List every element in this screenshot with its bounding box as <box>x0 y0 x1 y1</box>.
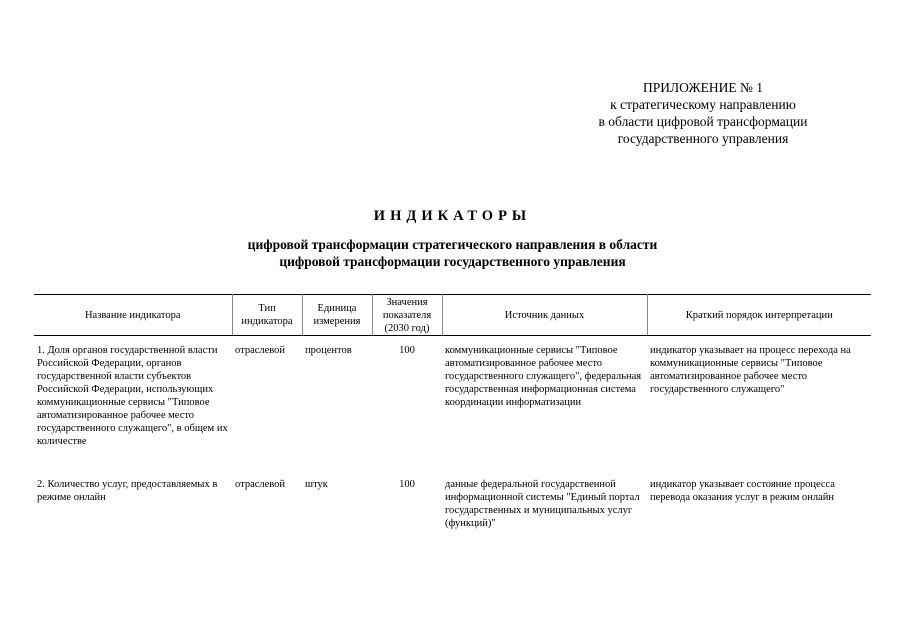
cell-source: данные федеральной государственной информационной системы "Единый портал государственных и муниципальных услуг (функций)" <box>445 479 640 529</box>
header-interpretation: Краткий порядок интерпретации <box>647 295 871 336</box>
cell-interpretation: индикатор указывает на процесс перехода на коммуникационные сервисы "Типовое автоматизированное рабочее место государственного служащего" <box>650 345 851 395</box>
cell-unit: процентов <box>305 345 352 356</box>
document-title: ИНДИКАТОРЫ <box>373 208 532 224</box>
appendix-line-2: к стратегическому направлению <box>610 97 796 112</box>
indicators-table <box>34 294 871 536</box>
appendix-line-4: государственного управления <box>617 131 789 146</box>
appendix-header <box>573 79 833 147</box>
table-row <box>34 470 871 536</box>
header-unit: Единица измерения <box>302 295 372 336</box>
cell-interpretation: индикатор указывает состояние процесса перевода оказания услуг в режим онлайн <box>650 479 835 503</box>
table-header-row <box>34 295 871 336</box>
document-subtitle <box>0 236 905 270</box>
cell-name: 1. Доля органов государственной власти Российской Федерации, органов государственной власти субъектов Российской Федерации, использующих коммуникационные сервисы "Типовое автоматизированное рабочее место государственного служащего", в общем их количестве <box>37 345 228 447</box>
cell-value: 100 <box>399 345 415 356</box>
header-type: Тип индикатора <box>232 295 302 336</box>
cell-source: коммуникационные сервисы "Типовое автоматизированное рабочее место государственного служащего", федеральная государственная информационная система координации информатизации <box>445 345 642 408</box>
cell-unit: штук <box>305 479 328 490</box>
appendix-line-3: в области цифровой трансформации <box>598 114 808 129</box>
subtitle-line-2: цифровой трансформации государственного управления <box>279 254 626 269</box>
header-value: Значения показателя (2030 год) <box>372 295 442 336</box>
cell-value: 100 <box>399 479 415 490</box>
header-name: Название индикатора <box>34 295 232 336</box>
header-source: Источник данных <box>442 295 647 336</box>
cell-type: отраслевой <box>235 479 286 490</box>
cell-name: 2. Количество услуг, предоставляемых в режиме онлайн <box>37 479 218 503</box>
table-row <box>34 336 871 471</box>
appendix-line-1: ПРИЛОЖЕНИЕ № 1 <box>642 80 764 95</box>
cell-type: отраслевой <box>235 345 286 356</box>
subtitle-line-1: цифровой трансформации стратегического направления в области <box>247 237 658 252</box>
